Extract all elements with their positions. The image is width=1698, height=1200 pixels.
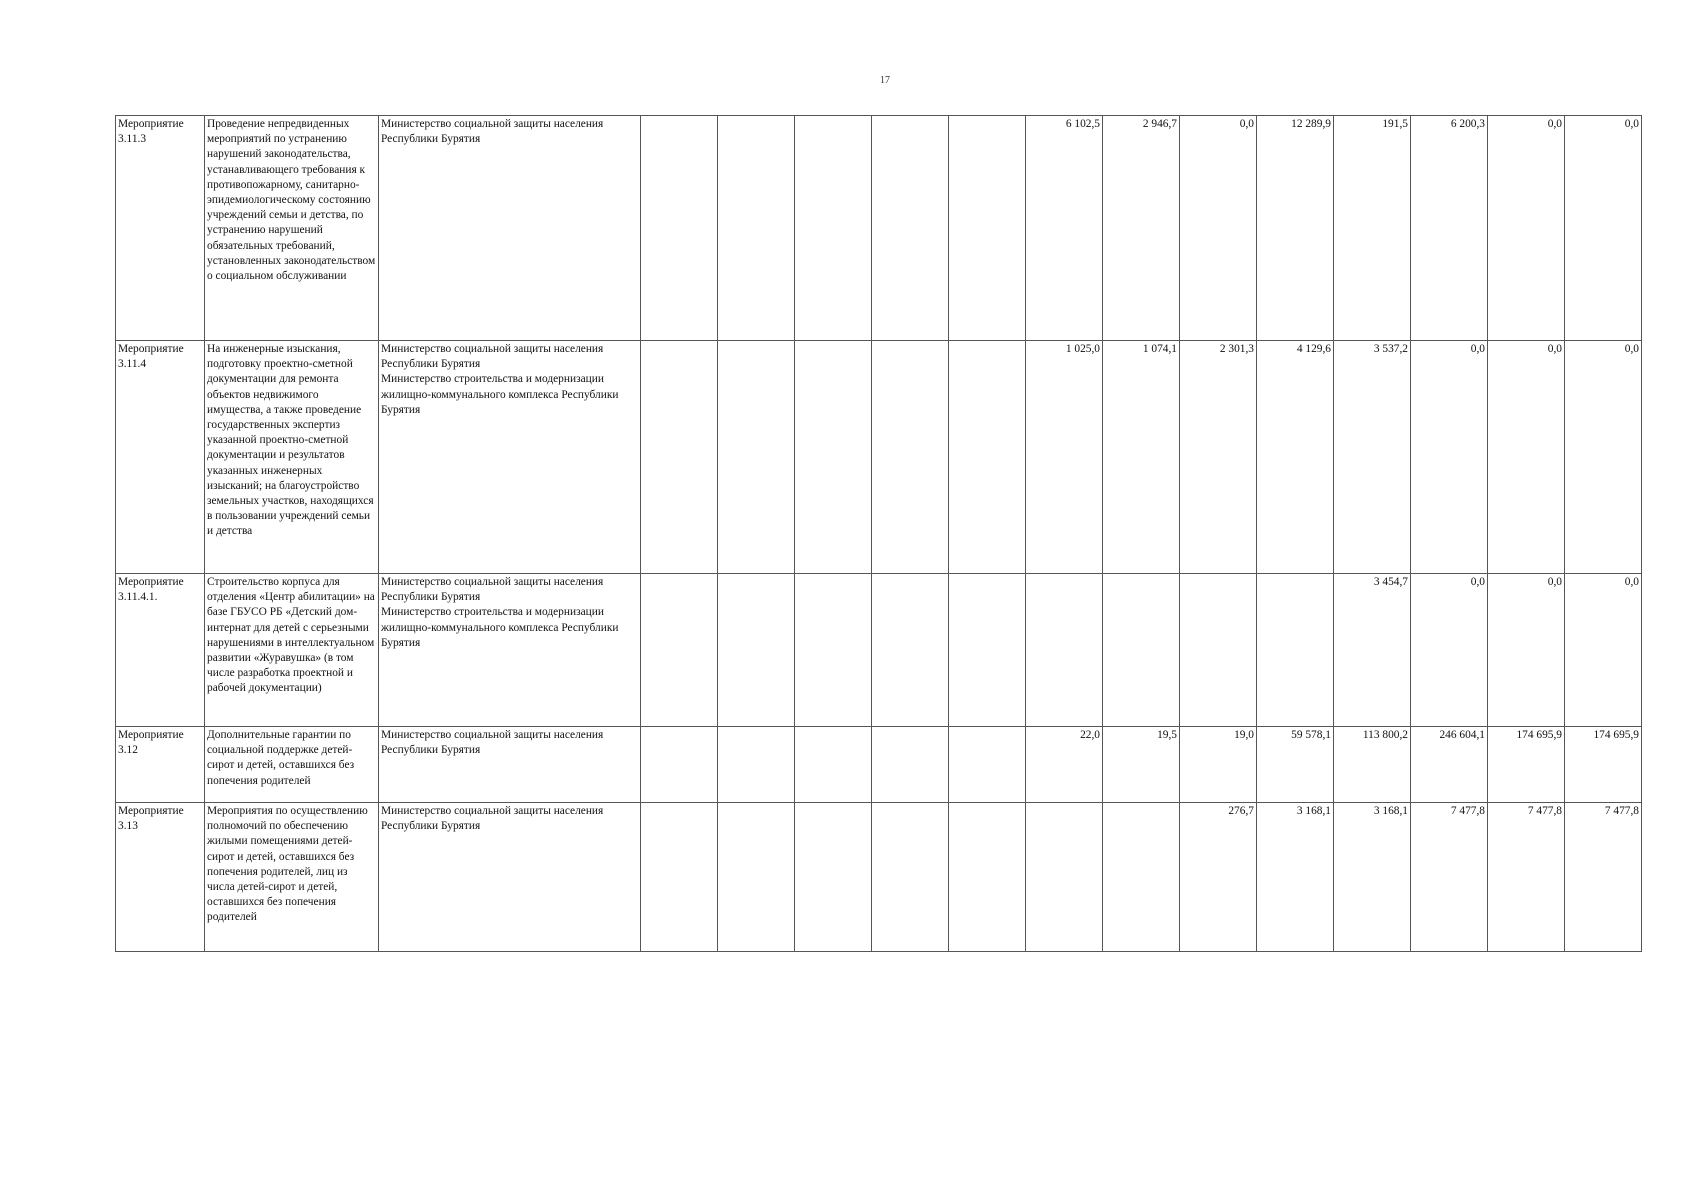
value-cell: 19,0 xyxy=(1180,727,1257,803)
empty-cell xyxy=(872,803,949,952)
table-row xyxy=(116,803,1642,952)
value-cell: 0,0 xyxy=(1411,574,1488,727)
value-cell: 19,5 xyxy=(1103,727,1180,803)
empty-cell xyxy=(641,574,718,727)
table-row xyxy=(116,574,1642,727)
empty-cell xyxy=(949,116,1026,341)
activity-name: На инженерные изыскания, подготовку проектно-сметной документации для ремонта объектов недвижимого имущества, а также проведение государственных экспертиз указанной проектно-сметной документации и результатов указанных инженерных изысканий; на благоустройство земельных участков, находящихся в пользовании учреждений семьи и детства xyxy=(205,341,379,574)
empty-cell xyxy=(949,803,1026,952)
empty-cell xyxy=(949,341,1026,574)
empty-cell xyxy=(718,341,795,574)
table-row xyxy=(116,727,1642,803)
activity-executor: Министерство социальной защиты населения Республики Бурятия Министерство строительства и модернизации жилищно-коммунального комплекса Республики Бурятия xyxy=(379,574,641,727)
empty-cell xyxy=(949,727,1026,803)
value-cell: 191,5 xyxy=(1334,116,1411,341)
value-cell: 0,0 xyxy=(1180,116,1257,341)
activity-name: Строительство корпуса для отделения «Центр абилитации» на базе ГБУСО РБ «Детский дом-интернат для детей с серьезными нарушениями в интеллектуальном развитии «Журавушка» (в том числе разработка проектной и рабочей документации) xyxy=(205,574,379,727)
value-cell: 276,7 xyxy=(1180,803,1257,952)
empty-cell xyxy=(872,727,949,803)
value-cell: 59 578,1 xyxy=(1257,727,1334,803)
empty-cell xyxy=(872,341,949,574)
empty-cell xyxy=(718,803,795,952)
value-cell xyxy=(1103,574,1180,727)
activity-executor: Министерство социальной защиты населения Республики Бурятия xyxy=(379,803,641,952)
value-cell: 246 604,1 xyxy=(1411,727,1488,803)
value-cell: 1 074,1 xyxy=(1103,341,1180,574)
value-cell: 22,0 xyxy=(1026,727,1103,803)
activity-executor: Министерство социальной защиты населения Республики Бурятия xyxy=(379,727,641,803)
value-cell: 3 168,1 xyxy=(1334,803,1411,952)
value-cell: 7 477,8 xyxy=(1488,803,1565,952)
value-cell: 174 695,9 xyxy=(1488,727,1565,803)
value-cell: 2 946,7 xyxy=(1103,116,1180,341)
value-cell xyxy=(1103,803,1180,952)
empty-cell xyxy=(718,574,795,727)
value-cell: 7 477,8 xyxy=(1411,803,1488,952)
empty-cell xyxy=(718,116,795,341)
value-cell: 4 129,6 xyxy=(1257,341,1334,574)
value-cell: 1 025,0 xyxy=(1026,341,1103,574)
activity-code: Мероприятие 3.11.4.1. xyxy=(116,574,205,727)
empty-cell xyxy=(641,116,718,341)
value-cell: 3 168,1 xyxy=(1257,803,1334,952)
empty-cell xyxy=(872,116,949,341)
value-cell: 3 454,7 xyxy=(1334,574,1411,727)
empty-cell xyxy=(795,116,872,341)
empty-cell xyxy=(949,574,1026,727)
empty-cell xyxy=(718,727,795,803)
activity-name: Дополнительные гарантии по социальной поддержке детей-сирот и детей, оставшихся без попечения родителей xyxy=(205,727,379,803)
value-cell: 0,0 xyxy=(1565,574,1642,727)
activity-code: Мероприятие 3.11.4 xyxy=(116,341,205,574)
value-cell: 0,0 xyxy=(1411,341,1488,574)
value-cell: 113 800,2 xyxy=(1334,727,1411,803)
value-cell xyxy=(1026,803,1103,952)
value-cell: 3 537,2 xyxy=(1334,341,1411,574)
empty-cell xyxy=(641,803,718,952)
activity-executor: Министерство социальной защиты населения Республики Бурятия xyxy=(379,116,641,341)
program-activities-table xyxy=(115,115,1642,952)
empty-cell xyxy=(795,727,872,803)
value-cell xyxy=(1026,574,1103,727)
value-cell: 2 301,3 xyxy=(1180,341,1257,574)
page-number: 17 xyxy=(880,75,890,86)
value-cell: 12 289,9 xyxy=(1257,116,1334,341)
value-cell: 0,0 xyxy=(1488,574,1565,727)
value-cell: 0,0 xyxy=(1488,341,1565,574)
value-cell: 6 200,3 xyxy=(1411,116,1488,341)
table-row xyxy=(116,341,1642,574)
activity-executor: Министерство социальной защиты населения Республики Бурятия Министерство строительства и модернизации жилищно-коммунального комплекса Республики Бурятия xyxy=(379,341,641,574)
value-cell: 174 695,9 xyxy=(1565,727,1642,803)
activity-code: Мероприятие 3.11.3 xyxy=(116,116,205,341)
value-cell xyxy=(1257,574,1334,727)
value-cell: 0,0 xyxy=(1565,116,1642,341)
empty-cell xyxy=(872,574,949,727)
value-cell: 0,0 xyxy=(1565,341,1642,574)
empty-cell xyxy=(795,341,872,574)
value-cell: 7 477,8 xyxy=(1565,803,1642,952)
activity-name: Мероприятия по осуществлению полномочий по обеспечению жилыми помещениями детей-сирот и детей, оставшихся без попечения родителей, лиц из числа детей-сирот и детей, оставшихся без попечения родителей xyxy=(205,803,379,952)
value-cell xyxy=(1180,574,1257,727)
empty-cell xyxy=(641,727,718,803)
value-cell: 0,0 xyxy=(1488,116,1565,341)
empty-cell xyxy=(795,803,872,952)
table-row xyxy=(116,116,1642,341)
activity-name: Проведение непредвиденных мероприятий по устранению нарушений законодательства, устанавливающего требования к противопожарному, санитарно-эпидемиологическому состоянию учреждений семьи и детства, по устранению нарушений обязательных требований, установленных законодательством о социальном обслуживании xyxy=(205,116,379,341)
activity-code: Мероприятие 3.12 xyxy=(116,727,205,803)
activity-code: Мероприятие 3.13 xyxy=(116,803,205,952)
empty-cell xyxy=(641,341,718,574)
value-cell: 6 102,5 xyxy=(1026,116,1103,341)
empty-cell xyxy=(795,574,872,727)
